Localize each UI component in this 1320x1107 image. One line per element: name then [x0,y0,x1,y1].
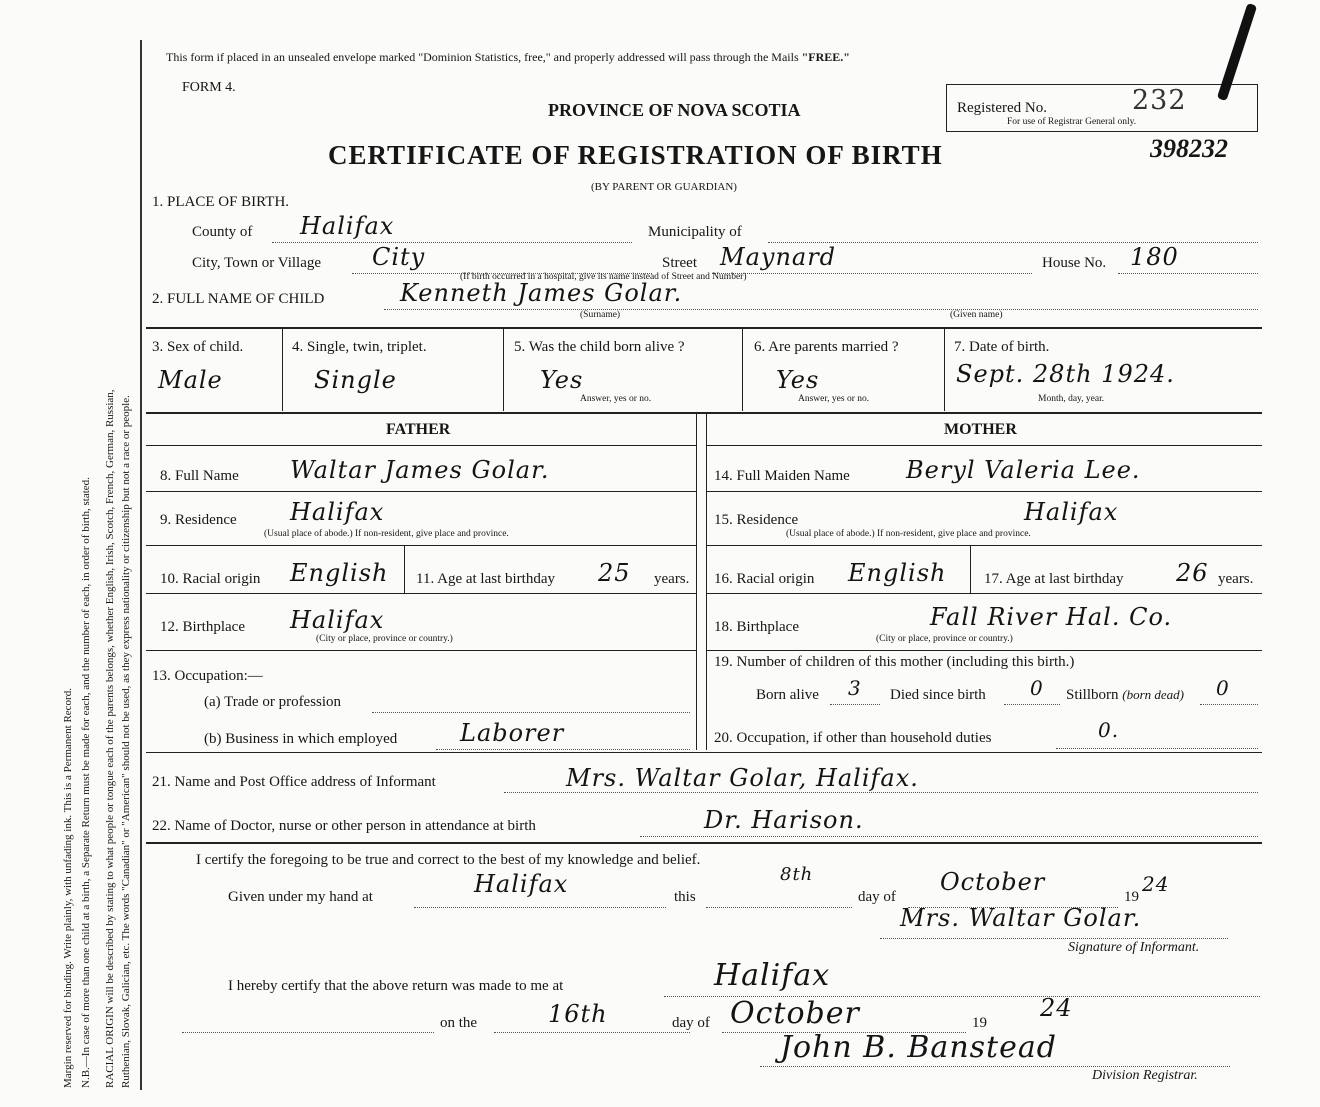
registrar-note: For use of Registrar General only. [1007,117,1137,127]
trade-label: (a) Trade or profession [204,694,342,710]
stamp-number: 398232 [1150,134,1228,163]
given-name-note: (Given name) [950,310,1003,320]
margin-note-2: N.B.—In case of more than one child at a birth, a Separate Return must be made for each, and the number of each, in order of birth, stated. [80,477,92,1088]
registrar-signature: John B. Banstead [780,1030,1057,1065]
father-name-value: Waltar James Golar. [290,456,550,484]
informant-value: Mrs. Waltar Golar, Halifax. [566,764,919,792]
children-label: 19. Number of children of this mother (including this birth.) [714,654,1075,670]
given-day: 8th [780,864,814,885]
died-label: Died since birth [890,687,986,703]
business-label: (b) Business in which employed [204,731,398,747]
margin-note-3: RACIAL ORIGIN will be described by stating to what people or tongue each of the parents belongs, whether English, Irish, Scotch, French, German, Russian, [104,389,116,1088]
mother-birthplace-value: Fall River Hal. Co. [930,603,1173,631]
city-value: City [372,243,426,271]
dob-label: 7. Date of birth. [954,339,1050,355]
plurality-value: Single [314,366,397,394]
father-age-value: 25 [598,559,631,587]
certify-statement: I certify the foregoing to be true and correct to the best of my knowledge and belief. [196,852,701,868]
hospital-note: (If birth occurred in a hospital, give its name instead of Street and Number) [460,272,747,282]
mother-abode-note: (Usual place of abode.) If non-resident, give place and province. [786,529,1031,539]
child-name-value: Kenneth James Golar. [400,279,683,307]
registered-label: Registered No. [957,100,1047,116]
stillborn-value: 0 [1216,676,1230,700]
father-residence-label: 9. Residence [160,512,237,528]
mailing-notice: This form if placed in an unsealed envelope marked "Dominion Statistics, free," and properly addressed will pass through the Mails "FREE." [166,50,850,64]
registrar-month: October [730,996,860,1031]
mother-occupation-label: 20. Occupation, if other than household duties [714,730,992,746]
given-year: 24 [1142,872,1170,896]
division-registrar-label: Division Registrar. [1092,1068,1198,1083]
signature-label: Signature of Informant. [1068,940,1200,955]
margin-border [140,40,142,1090]
certificate-title: CERTIFICATE OF REGISTRATION OF BIRTH [328,140,943,170]
father-racial-value: English [290,559,389,587]
registrar-year-prefix: 19 [972,1015,987,1031]
city-label: City, Town or Village [192,255,322,271]
given-day-of-label: day of [858,889,896,905]
father-name-label: 8. Full Name [160,468,239,484]
father-residence-value: Halifax [290,498,385,526]
mother-birthplace-label: 18. Birthplace [714,619,799,635]
registrar-day: 16th [548,1000,608,1028]
house-label: House No. [1042,255,1107,271]
mother-heading: MOTHER [944,421,1017,438]
registered-value: 232 [1132,85,1187,116]
mother-age-label: 17. Age at last birthday [984,571,1124,587]
occupation-label: 13. Occupation:— [152,668,263,684]
registrar-day-of-label: day of [672,1015,710,1031]
given-label: Given under my hand at [228,889,373,905]
alive-value: Yes [540,366,584,394]
registrar-on-label: on the [440,1015,478,1031]
mother-racial-value: English [848,559,947,587]
father-abode-note: (Usual place of abode.) If non-resident, give place and province. [264,529,509,539]
sex-label: 3. Sex of child. [152,339,244,355]
mother-racial-label: 16. Racial origin [714,571,815,587]
given-month: October [940,868,1046,896]
mother-occupation-value: 0. [1098,718,1120,742]
mother-name-label: 14. Full Maiden Name [714,468,850,484]
father-city-note: (City or place, province or country.) [316,634,453,644]
mother-name-value: Beryl Valeria Lee. [906,456,1141,484]
plurality-label: 4. Single, twin, triplet. [292,339,427,355]
stillborn-note: (born dead) [1122,687,1185,702]
alive-answer-note: Answer, yes or no. [580,394,652,404]
doctor-value: Dr. Harison. [704,806,864,834]
registrar-year: 24 [1040,994,1073,1022]
dob-value: Sept. 28th 1924. [956,360,1175,388]
given-year-prefix: 19 [1124,889,1139,905]
municipality-label: Municipality of [648,224,742,240]
certificate-subtitle: (BY PARENT OR GUARDIAN) [591,181,737,193]
married-value: Yes [776,366,820,394]
margin-note-4: Ruthenian, Slovak, Galician, etc. The words "Canadian" or "American" should not be used, as they express nationality or citizenship but not a race or people. [120,395,132,1088]
father-years: years. [654,571,690,587]
street-label: Street [662,255,697,271]
informant-label: 21. Name and Post Office address of Informant [152,774,436,790]
margin-note-1: Margin reserved for binding. Write plainly, with unfading ink. This is a Permanent Record. [62,688,74,1088]
father-racial-label: 10. Racial origin [160,571,261,587]
registered-box [946,84,1258,132]
given-place: Halifax [474,870,569,898]
married-answer-note: Answer, yes or no. [798,394,870,404]
mother-residence-label: 15. Residence [714,512,799,528]
province-heading: PROVINCE OF NOVA SCOTIA [548,100,801,120]
father-heading: FATHER [386,421,451,438]
married-label: 6. Are parents married ? [754,339,899,355]
sex-value: Male [158,366,223,394]
alive-label: 5. Was the child born alive ? [514,339,685,355]
county-label: County of [192,224,253,240]
mother-years: years. [1218,571,1254,587]
father-birthplace-value: Halifax [290,606,385,634]
registrar-place: Halifax [714,958,831,993]
born-alive-label: Born alive [756,687,819,703]
died-value: 0 [1030,676,1044,700]
county-value: Halifax [300,212,395,240]
place-heading: 1. PLACE OF BIRTH. [152,194,290,210]
doctor-label: 22. Name of Doctor, nurse or other person in attendance at birth [152,818,536,834]
mother-residence-value: Halifax [1024,498,1119,526]
mother-city-note: (City or place, province or country.) [876,634,1013,644]
street-value: Maynard [720,243,837,271]
dob-note: Month, day, year. [1038,394,1105,404]
father-age-label: 11. Age at last birthday [416,571,555,587]
form-number: FORM 4. [182,80,236,95]
born-alive-value: 3 [848,676,862,700]
registrar-statement: I hereby certify that the above return was made to me at [228,978,564,994]
mother-age-value: 26 [1176,559,1209,587]
informant-signature: Mrs. Waltar Golar. [900,904,1142,932]
child-name-label: 2. FULL NAME OF CHILD [152,291,325,307]
this-label: this [674,889,696,905]
father-birthplace-label: 12. Birthplace [160,619,245,635]
surname-note: (Surname) [580,310,621,320]
house-value: 180 [1130,243,1179,271]
business-value: Laborer [460,719,565,747]
stillborn-label: Stillborn (born dead) [1066,687,1185,703]
